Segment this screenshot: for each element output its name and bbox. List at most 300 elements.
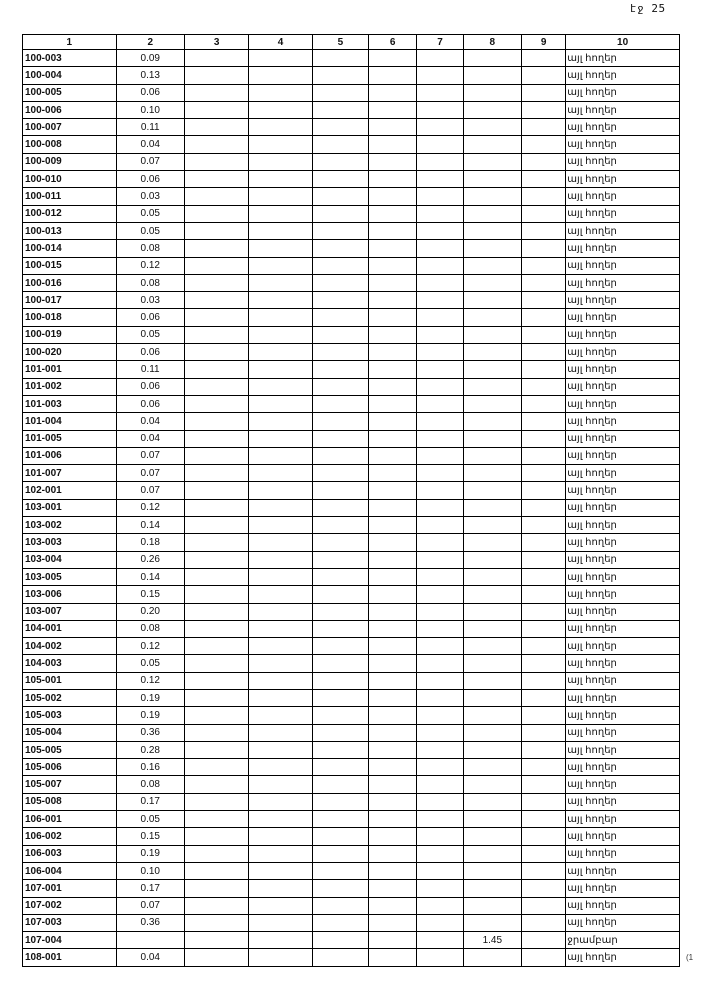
empty-cell (369, 689, 417, 706)
empty-cell (184, 862, 248, 879)
table-row (23, 101, 680, 118)
empty-cell (184, 638, 248, 655)
empty-cell (417, 551, 463, 568)
empty-cell (184, 741, 248, 758)
empty-cell (521, 724, 565, 741)
empty-cell (312, 292, 368, 309)
empty-cell (521, 620, 565, 637)
area-cell: 0.15 (116, 828, 184, 845)
area-cell: 0.20 (116, 603, 184, 620)
empty-cell (369, 741, 417, 758)
parcel-id-cell: 100-007 (23, 119, 117, 136)
empty-cell (417, 430, 463, 447)
empty-cell (249, 828, 312, 845)
parcel-id-cell: 104-003 (23, 655, 117, 672)
empty-cell (249, 793, 312, 810)
area-cell: 0.07 (116, 465, 184, 482)
column-8-cell (463, 482, 521, 499)
empty-cell (249, 378, 312, 395)
empty-cell (184, 292, 248, 309)
empty-cell (184, 949, 248, 966)
land-type-cell: այլ հողեր (566, 845, 680, 862)
empty-cell (249, 534, 312, 551)
area-cell: 0.14 (116, 568, 184, 585)
empty-cell (249, 153, 312, 170)
area-cell: 0.06 (116, 344, 184, 361)
column-8-cell (463, 811, 521, 828)
empty-cell (184, 793, 248, 810)
land-type-cell: այլ հողեր (566, 551, 680, 568)
empty-cell (521, 793, 565, 810)
column-8-cell (463, 292, 521, 309)
parcel-id-cell: 105-002 (23, 689, 117, 706)
empty-cell (249, 67, 312, 84)
empty-cell (417, 257, 463, 274)
land-type-cell: այլ հողեր (566, 603, 680, 620)
parcel-id-cell: 103-004 (23, 551, 117, 568)
land-type-cell: այլ հողեր (566, 153, 680, 170)
parcel-id-cell: 103-003 (23, 534, 117, 551)
table-row (23, 395, 680, 412)
parcel-id-cell: 101-002 (23, 378, 117, 395)
empty-cell (417, 465, 463, 482)
table-row (23, 257, 680, 274)
empty-cell (417, 603, 463, 620)
empty-cell (249, 465, 312, 482)
empty-cell (184, 672, 248, 689)
empty-cell (312, 932, 368, 949)
empty-cell (369, 897, 417, 914)
empty-cell (369, 655, 417, 672)
empty-cell (249, 845, 312, 862)
empty-cell (312, 153, 368, 170)
empty-cell (369, 914, 417, 931)
empty-cell (312, 724, 368, 741)
empty-cell (184, 447, 248, 464)
empty-cell (184, 586, 248, 603)
area-cell: 0.05 (116, 655, 184, 672)
column-8-cell (463, 84, 521, 101)
empty-cell (249, 292, 312, 309)
table-row (23, 897, 680, 914)
empty-cell (521, 188, 565, 205)
table-body (23, 50, 680, 967)
area-cell (116, 932, 184, 949)
land-register-table (22, 34, 680, 967)
empty-cell (312, 586, 368, 603)
parcel-id-cell: 103-006 (23, 586, 117, 603)
empty-cell (249, 603, 312, 620)
column-8-cell (463, 153, 521, 170)
area-cell: 0.04 (116, 136, 184, 153)
land-type-cell: ջրամբար (566, 932, 680, 949)
header-row (23, 35, 680, 50)
land-type-cell: այլ հողեր (566, 724, 680, 741)
empty-cell (369, 932, 417, 949)
empty-cell (417, 395, 463, 412)
empty-cell (417, 914, 463, 931)
area-cell: 0.26 (116, 551, 184, 568)
empty-cell (249, 274, 312, 291)
column-8-cell (463, 620, 521, 637)
empty-cell (249, 880, 312, 897)
land-type-cell: այլ հողեր (566, 914, 680, 931)
area-cell: 0.06 (116, 309, 184, 326)
land-type-cell: այլ հողեր (566, 465, 680, 482)
parcel-id-cell: 105-008 (23, 793, 117, 810)
empty-cell (521, 638, 565, 655)
land-type-cell: այլ հողեր (566, 620, 680, 637)
area-cell: 0.08 (116, 620, 184, 637)
empty-cell (521, 499, 565, 516)
empty-cell (369, 395, 417, 412)
empty-cell (417, 638, 463, 655)
land-type-cell: այլ հողեր (566, 689, 680, 706)
table-row (23, 465, 680, 482)
empty-cell (312, 188, 368, 205)
empty-cell (249, 724, 312, 741)
table-row (23, 413, 680, 430)
land-type-cell: այլ հողեր (566, 517, 680, 534)
empty-cell (369, 534, 417, 551)
empty-cell (249, 395, 312, 412)
empty-cell (249, 309, 312, 326)
empty-cell (369, 361, 417, 378)
land-type-cell: այլ հողեր (566, 430, 680, 447)
empty-cell (521, 551, 565, 568)
empty-cell (369, 171, 417, 188)
area-cell: 0.15 (116, 586, 184, 603)
parcel-id-cell: 105-003 (23, 707, 117, 724)
empty-cell (521, 689, 565, 706)
parcel-id-cell: 107-002 (23, 897, 117, 914)
empty-cell (312, 551, 368, 568)
column-8-cell (463, 880, 521, 897)
empty-cell (184, 776, 248, 793)
empty-cell (369, 482, 417, 499)
empty-cell (312, 568, 368, 585)
empty-cell (417, 309, 463, 326)
empty-cell (521, 880, 565, 897)
parcel-id-cell: 102-001 (23, 482, 117, 499)
empty-cell (417, 240, 463, 257)
empty-cell (184, 240, 248, 257)
land-type-cell: այլ հողեր (566, 136, 680, 153)
empty-cell (521, 326, 565, 343)
empty-cell (521, 119, 565, 136)
land-type-cell: այլ հողեր (566, 361, 680, 378)
empty-cell (417, 672, 463, 689)
empty-cell (249, 914, 312, 931)
empty-cell (417, 586, 463, 603)
table-row (23, 707, 680, 724)
empty-cell (249, 101, 312, 118)
empty-cell (312, 309, 368, 326)
empty-cell (417, 274, 463, 291)
column-8-cell (463, 534, 521, 551)
column-8-cell (463, 240, 521, 257)
empty-cell (184, 205, 248, 222)
parcel-id-cell: 107-001 (23, 880, 117, 897)
table-row (23, 586, 680, 603)
empty-cell (369, 499, 417, 516)
column-8-cell (463, 707, 521, 724)
column-header: 1 (23, 35, 117, 50)
column-header: 4 (249, 35, 312, 50)
table-row (23, 326, 680, 343)
area-cell: 0.06 (116, 378, 184, 395)
table-row (23, 534, 680, 551)
empty-cell (184, 880, 248, 897)
empty-cell (369, 344, 417, 361)
empty-cell (521, 534, 565, 551)
land-type-cell: այլ հողեր (566, 205, 680, 222)
parcel-id-cell: 106-004 (23, 862, 117, 879)
parcel-id-cell: 108-001 (23, 949, 117, 966)
parcel-id-cell: 104-001 (23, 620, 117, 637)
land-type-cell: այլ հողեր (566, 897, 680, 914)
empty-cell (184, 707, 248, 724)
empty-cell (312, 759, 368, 776)
area-cell: 0.19 (116, 707, 184, 724)
empty-cell (369, 274, 417, 291)
empty-cell (184, 811, 248, 828)
area-cell: 0.03 (116, 292, 184, 309)
empty-cell (369, 447, 417, 464)
table-row (23, 568, 680, 585)
column-8-cell (463, 759, 521, 776)
empty-cell (312, 845, 368, 862)
empty-cell (184, 119, 248, 136)
column-8-cell (463, 949, 521, 966)
table-row (23, 932, 680, 949)
empty-cell (249, 188, 312, 205)
land-type-cell: այլ հողեր (566, 707, 680, 724)
parcel-id-cell: 100-020 (23, 344, 117, 361)
empty-cell (417, 568, 463, 585)
empty-cell (417, 741, 463, 758)
empty-cell (369, 101, 417, 118)
empty-cell (521, 932, 565, 949)
empty-cell (369, 240, 417, 257)
empty-cell (184, 655, 248, 672)
land-type-cell: այլ հողեր (566, 586, 680, 603)
empty-cell (312, 534, 368, 551)
area-cell: 0.10 (116, 862, 184, 879)
parcel-id-cell: 100-017 (23, 292, 117, 309)
land-type-cell: այլ հողեր (566, 447, 680, 464)
empty-cell (312, 638, 368, 655)
empty-cell (521, 274, 565, 291)
parcel-id-cell: 107-004 (23, 932, 117, 949)
parcel-id-cell: 100-019 (23, 326, 117, 343)
land-type-cell: այլ հողեր (566, 188, 680, 205)
column-8-cell (463, 101, 521, 118)
empty-cell (417, 862, 463, 879)
empty-cell (184, 378, 248, 395)
empty-cell (417, 361, 463, 378)
empty-cell (369, 326, 417, 343)
table-row (23, 603, 680, 620)
empty-cell (369, 793, 417, 810)
empty-cell (249, 326, 312, 343)
empty-cell (521, 759, 565, 776)
column-8-cell (463, 862, 521, 879)
table-row (23, 188, 680, 205)
empty-cell (184, 274, 248, 291)
empty-cell (249, 741, 312, 758)
empty-cell (521, 101, 565, 118)
column-8-cell (463, 447, 521, 464)
empty-cell (521, 292, 565, 309)
column-8-cell (463, 188, 521, 205)
empty-cell (417, 828, 463, 845)
area-cell: 0.18 (116, 534, 184, 551)
empty-cell (417, 776, 463, 793)
empty-cell (184, 430, 248, 447)
area-cell: 0.12 (116, 672, 184, 689)
empty-cell (312, 413, 368, 430)
area-cell: 0.04 (116, 949, 184, 966)
empty-cell (369, 136, 417, 153)
parcel-id-cell: 100-014 (23, 240, 117, 257)
column-header: 5 (312, 35, 368, 50)
empty-cell (417, 724, 463, 741)
table-row (23, 741, 680, 758)
parcel-id-cell: 100-011 (23, 188, 117, 205)
empty-cell (369, 309, 417, 326)
table-row (23, 672, 680, 689)
empty-cell (417, 655, 463, 672)
empty-cell (417, 517, 463, 534)
land-type-cell: այլ հողեր (566, 499, 680, 516)
area-cell: 0.05 (116, 205, 184, 222)
table-row (23, 811, 680, 828)
empty-cell (369, 222, 417, 239)
empty-cell (417, 153, 463, 170)
empty-cell (184, 499, 248, 516)
empty-cell (184, 724, 248, 741)
empty-cell (417, 171, 463, 188)
table-row (23, 205, 680, 222)
empty-cell (521, 84, 565, 101)
empty-cell (369, 759, 417, 776)
area-cell: 0.04 (116, 413, 184, 430)
empty-cell (521, 153, 565, 170)
empty-cell (312, 811, 368, 828)
column-8-cell (463, 897, 521, 914)
parcel-id-cell: 100-006 (23, 101, 117, 118)
parcel-id-cell: 104-002 (23, 638, 117, 655)
column-header: 8 (463, 35, 521, 50)
table-row (23, 136, 680, 153)
land-type-cell: այլ հողեր (566, 309, 680, 326)
empty-cell (369, 50, 417, 67)
area-cell: 0.05 (116, 326, 184, 343)
area-cell: 0.12 (116, 499, 184, 516)
area-cell: 0.08 (116, 240, 184, 257)
empty-cell (521, 240, 565, 257)
land-type-cell: այլ հողեր (566, 811, 680, 828)
empty-cell (312, 274, 368, 291)
empty-cell (369, 672, 417, 689)
empty-cell (249, 119, 312, 136)
empty-cell (184, 759, 248, 776)
empty-cell (417, 188, 463, 205)
empty-cell (312, 828, 368, 845)
table-row (23, 759, 680, 776)
parcel-id-cell: 100-010 (23, 171, 117, 188)
empty-cell (369, 430, 417, 447)
column-8-cell (463, 655, 521, 672)
land-type-cell: այլ հողեր (566, 119, 680, 136)
empty-cell (369, 638, 417, 655)
area-cell: 0.03 (116, 188, 184, 205)
empty-cell (521, 586, 565, 603)
empty-cell (312, 395, 368, 412)
empty-cell (369, 776, 417, 793)
empty-cell (184, 84, 248, 101)
land-type-cell: այլ հողեր (566, 413, 680, 430)
column-8-cell (463, 361, 521, 378)
empty-cell (249, 257, 312, 274)
column-8-cell (463, 205, 521, 222)
empty-cell (249, 361, 312, 378)
empty-cell (184, 413, 248, 430)
empty-cell (369, 292, 417, 309)
table-row (23, 50, 680, 67)
empty-cell (184, 897, 248, 914)
empty-cell (249, 620, 312, 637)
empty-cell (521, 482, 565, 499)
parcel-id-cell: 101-001 (23, 361, 117, 378)
parcel-id-cell: 103-001 (23, 499, 117, 516)
column-header: 9 (521, 35, 565, 50)
empty-cell (184, 136, 248, 153)
empty-cell (521, 465, 565, 482)
empty-cell (369, 413, 417, 430)
table-row (23, 292, 680, 309)
table-row (23, 153, 680, 170)
column-8-cell (463, 222, 521, 239)
area-cell: 0.36 (116, 914, 184, 931)
land-type-cell: այլ հողեր (566, 257, 680, 274)
area-cell: 0.07 (116, 447, 184, 464)
column-header: 10 (566, 35, 680, 50)
empty-cell (521, 395, 565, 412)
empty-cell (312, 240, 368, 257)
empty-cell (417, 534, 463, 551)
empty-cell (521, 378, 565, 395)
empty-cell (184, 153, 248, 170)
empty-cell (312, 361, 368, 378)
land-type-cell: այլ հողեր (566, 344, 680, 361)
table-row (23, 361, 680, 378)
empty-cell (521, 136, 565, 153)
land-type-cell: այլ հողեր (566, 171, 680, 188)
empty-cell (369, 517, 417, 534)
parcel-id-cell: 106-003 (23, 845, 117, 862)
empty-cell (184, 344, 248, 361)
empty-cell (312, 517, 368, 534)
empty-cell (184, 689, 248, 706)
column-8-cell (463, 586, 521, 603)
land-type-cell: այլ հողեր (566, 776, 680, 793)
empty-cell (312, 793, 368, 810)
parcel-id-cell: 100-012 (23, 205, 117, 222)
empty-cell (521, 361, 565, 378)
area-cell: 0.07 (116, 897, 184, 914)
